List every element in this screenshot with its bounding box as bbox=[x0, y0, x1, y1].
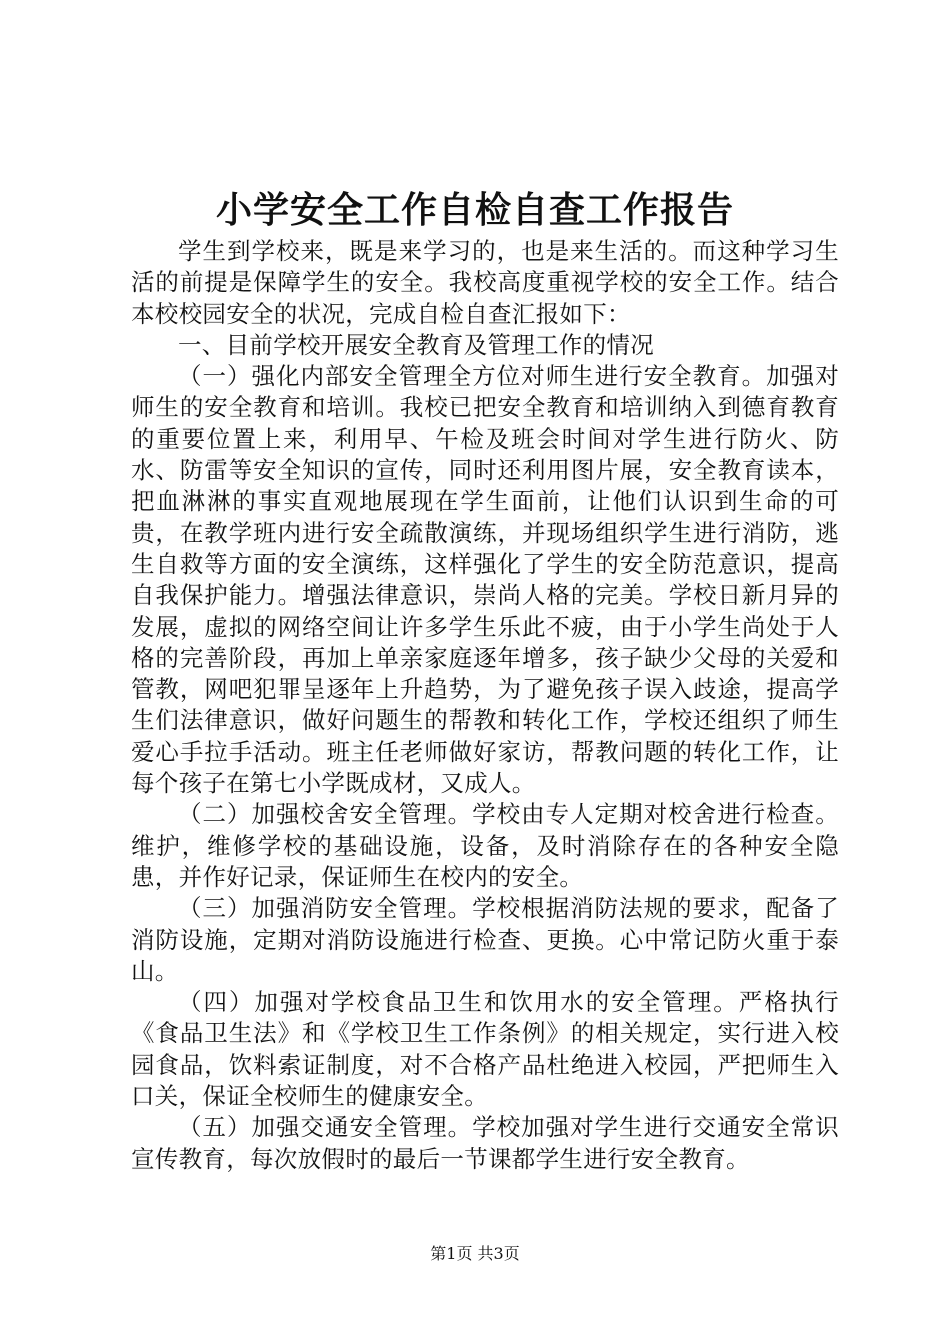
intro-paragraph: 学生到学校来，既是来学习的，也是来生活的。而这种学习生活的前提是保障学生的安全。我校高度重视学校的安全工作。结合本校校园安全的状况，完成自检自查汇报如下： bbox=[131, 237, 839, 328]
page-number-footer: 第1页 共3页 bbox=[430, 1244, 520, 1263]
paragraph-item-1: （一）强化内部安全管理全方位对师生进行安全教育。加强对师生的安全教育和培训。我校已把安全教育和培训纳入到德育教育的重要位置上来，利用早、午检及班会时间对学生进行防火、防水、防雷等安全知识的宣传，同时还利用图片展，安全教育读本，把血淋淋的事实直观地展现在学生面前，让他们认识到生命的可贵，在教学班内进行安全疏散演练，并现场组织学生进行消防，逃生自救等方面的安全演练，这样强化了学生的安全防范意识，提高自我保护能力。增强法律意识，崇尚人格的完美。学校日新月异的发展，虚拟的网络空间让许多学生乐此不疲，由于小学生尚处于人格的完善阶段，再加上单亲家庭逐年增多，孩子缺少父母的关爱和管教，网吧犯罪呈逐年上升趋势，为了避免孩子误入歧途，提高学生们法律意识，做好问题生的帮教和转化工作，学校还组织了师生爱心手拉手活动。班主任老师做好家访，帮教问题的转化工作，让每个孩子在第七小学既成材，又成人。 bbox=[131, 362, 839, 798]
paragraph-item-3: （三）加强消防安全管理。学校根据消防法规的要求，配备了消防设施，定期对消防设施进行检查、更换。心中常记防火重于泰山。 bbox=[131, 894, 839, 985]
paragraph-item-4: （四）加强对学校食品卫生和饮用水的安全管理。严格执行《食品卫生法》和《学校卫生工作条例》的相关规定，实行进入校园食品，饮料索证制度，对不合格产品杜绝进入校园，严把师生入口关，保证全校师生的健康安全。 bbox=[131, 988, 839, 1111]
document-title: 小学安全工作自检自查工作报告 bbox=[215, 189, 734, 231]
section-heading: 一、目前学校开展安全教育及管理工作的情况 bbox=[178, 330, 654, 359]
paragraph-item-5: （五）加强交通安全管理。学校加强对学生进行交通安全常识宣传教育，每次放假时的最后一节课都学生进行安全教育。 bbox=[131, 1113, 839, 1173]
document-body bbox=[131, 236, 839, 1175]
paragraph-item-2: （二）加强校舍安全管理。学校由专人定期对校舍进行检查。维护，维修学校的基础设施，设备，及时消除存在的各种安全隐患，并作好记录，保证师生在校内的安全。 bbox=[131, 800, 839, 891]
